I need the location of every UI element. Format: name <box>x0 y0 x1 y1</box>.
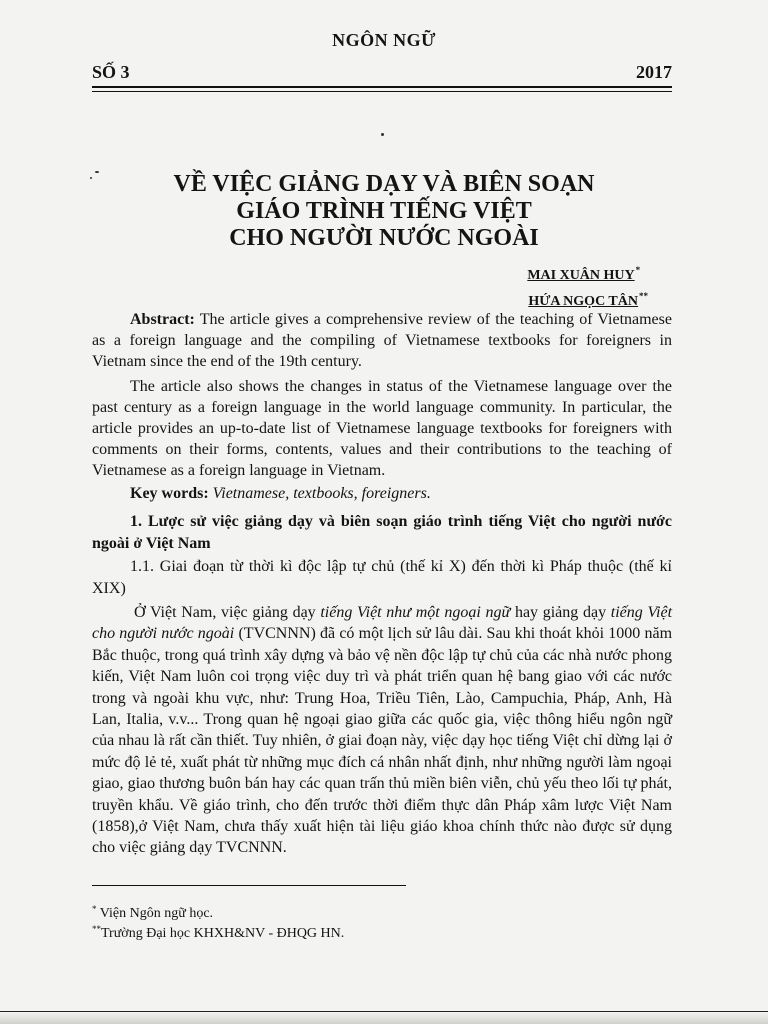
footnote <box>92 920 344 943</box>
author-name: MAI XUÂN HUY <box>527 268 635 283</box>
body-italic: tiếng Việt như một ngoại ngữ <box>320 604 511 621</box>
body-italic: tiếng Việt cho người nước ngoài <box>92 604 673 643</box>
author-name: HỨA NGỌC TÂN <box>528 294 638 309</box>
abstract-paragraph <box>92 376 672 481</box>
article-title <box>0 171 768 252</box>
author-mark: ** <box>639 291 648 301</box>
title-line: GIÁO TRÌNH TIẾNG VIỆT <box>236 198 532 224</box>
abstract-paragraph <box>92 309 672 372</box>
author-mark: * <box>635 265 641 275</box>
journal-name: NGÔN NGỮ <box>332 30 436 50</box>
keywords <box>92 483 672 504</box>
header-rule-thick <box>92 86 672 88</box>
subsection-heading: 1.1. Giai đoạn từ thời kì độc lập tự chủ (thế kỉ X) đến thời kì Pháp thuộc (thế kỉ XIX) <box>92 558 672 597</box>
keywords-list: Vietnamese, textbooks, foreigners. <box>212 485 431 502</box>
title-line: CHO NGƯỜI NƯỚC NGOÀI <box>229 225 539 251</box>
abstract-text: The article gives a comprehensive review of the teaching of Vietnamese as a foreign language and the compiling of Vietnamese textbooks for foreigners in Vietnam since the end of the 19th century. <box>92 311 672 370</box>
issue-year: 2017 <box>636 62 672 82</box>
body-text: hay giảng dạy <box>510 604 611 621</box>
header-rule-thin <box>92 91 672 92</box>
footnote-text: Trường Đại học KHXH&NV - ĐHQG HN. <box>101 926 345 941</box>
footnote-mark: * <box>92 904 97 914</box>
title-line: VỀ VIỆC GIẢNG DẠY VÀ BIÊN SOẠN <box>173 171 595 197</box>
scan-speck <box>381 133 384 136</box>
author <box>527 260 648 286</box>
abstract-text: The article also shows the changes in status of the Vietnamese language over the past century as a foreign language in the world language community. In particular, the article provides an up-to-date list of Vietnamese language textbooks for foreigners with comments on their forms, contents, values and their contributions to the teaching of Vietnamese as a foreign language in Vietnam. <box>92 378 672 479</box>
footnote-text: Viện Ngôn ngữ học. <box>96 906 214 921</box>
body-paragraph <box>92 602 672 859</box>
scan-shadow <box>0 1012 768 1024</box>
abstract-label: Abstract: <box>130 311 195 328</box>
keywords-label: Key words: <box>130 485 209 502</box>
issue-number: SỐ 3 <box>92 62 130 82</box>
body-text: (TVCNNN) đã có một lịch sử lâu dài. Sau khi thoát khỏi 1000 năm Bắc thuộc, trong quá trình xây dựng và bảo vệ nền độc lập tự chủ của các nhà nước phong kiến, Việt Nam luôn coi trọng việc duy trì và phát triển quan hệ bang giao với các nước trong và ngoài khu vực, như: Trung Hoa, Triều Tiên, Lào, Campuchia, Pháp, Anh, Hà Lan, Italia, v.v... Trong quan hệ ngoại giao giữa các quốc gia, việc thông hiểu ngôn ngữ của nhau là rất cần thiết. Tuy nhiên, ở giai đoạn này, việc dạy học tiếng Việt chỉ dừng lại ở mức độ lẻ tẻ, xuất phát từ những mục đích cá nhân nhất định, như những người làm ngoại giao, giao thương buôn bán hay các quan trấn thủ miền biên viễn, chủ yếu theo lối tự phát, truyền khẩu. Về giáo trình, cho đến trước thời điểm thực dân Pháp xâm lược Việt Nam (1858),ở Việt Nam, chưa thấy xuất hiện tài liệu giáo khoa chính thức nào được sử dụng cho việc giảng dạy TVCNNN. <box>92 625 673 857</box>
body-text: Ở Việt Nam, việc giảng dạy <box>134 604 321 621</box>
section-heading: 1. Lược sử việc giảng dạy và biên soạn giáo trình tiếng Việt cho người nước ngoài ở Việt Nam <box>92 513 672 552</box>
footnote-rule <box>92 885 406 886</box>
footnote-mark: ** <box>92 924 101 934</box>
author-list <box>527 260 648 312</box>
